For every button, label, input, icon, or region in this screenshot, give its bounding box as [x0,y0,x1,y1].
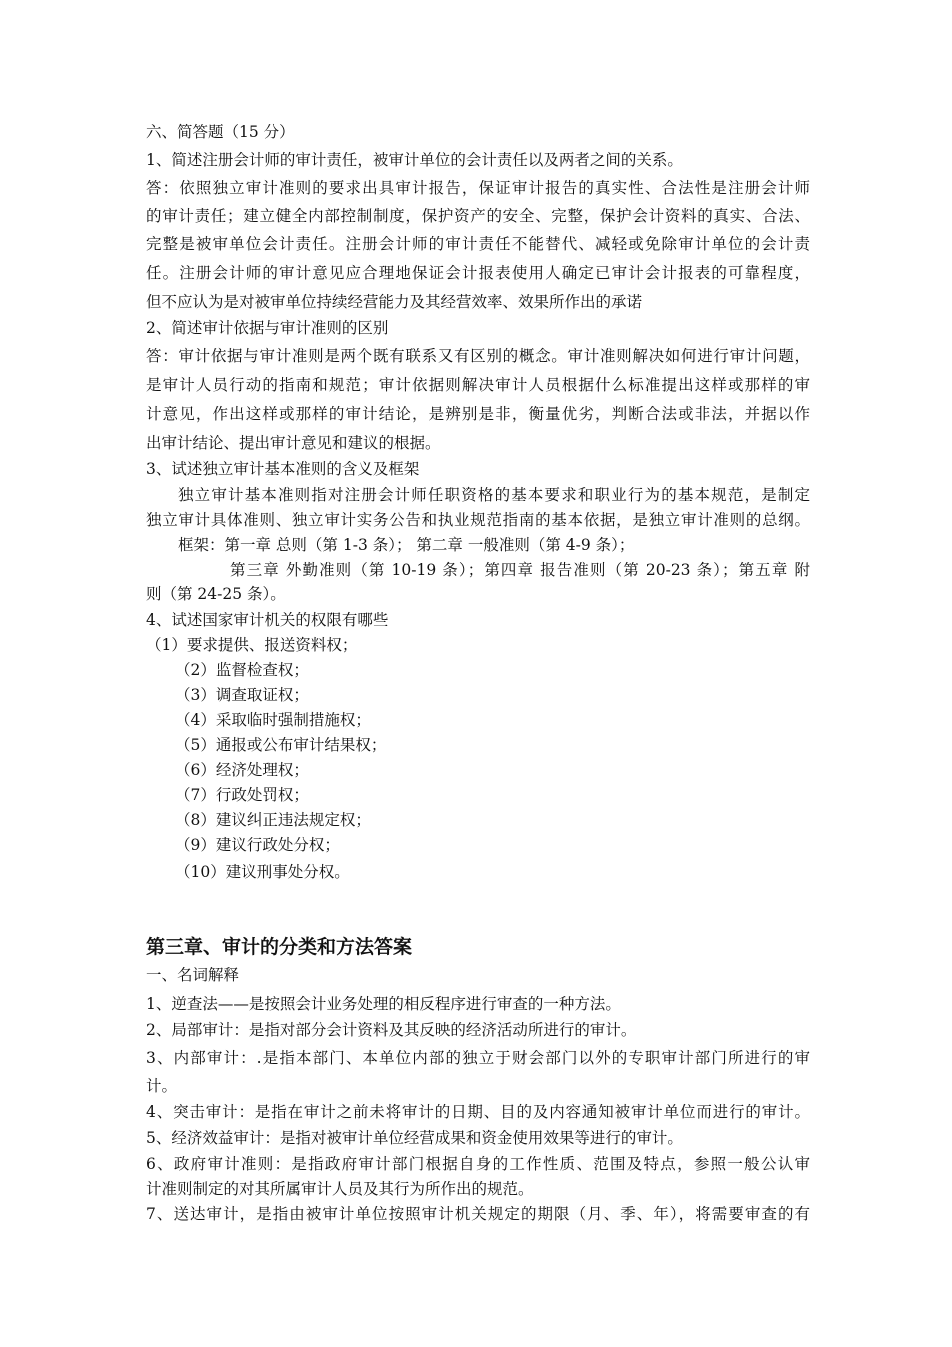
chapter-heading: 第三章、审计的分类和方法答案 [146,936,413,958]
framework-line: 第三章 外勤准则（第 10-19 条）；第四章 报告准则（第 20-23 条）；第五章 附 [230,561,810,579]
list-item: （1）要求提供、报送资料权； [146,636,358,654]
list-item: （10）建议刑事处分权。 [175,863,350,881]
list-item: （9）建议行政处分权； [175,836,340,854]
term-definition: 3、内部审计：.是指本部门、本单位内部的独立于财会部门以外的专职审计部门所进行的审 [146,1049,810,1067]
answer-line: 的审计责任；建立健全内部控制制度，保护资产的安全、完整，保护会计资料的真实、合法、 [146,207,810,225]
term-definition: 5、经济效益审计：是指对被审计单位经营成果和资金使用效果等进行的审计。 [146,1129,683,1147]
section-title: 六、简答题（15 分） [146,123,295,141]
answer-line: 出审计结论、提出审计意见和建议的根据。 [146,434,441,452]
list-item: （3）调查取证权； [175,686,309,704]
answer-line: 计意见，作出这样或那样的审计结论，是辨别是非，衡量优劣，判断合法或非法，并据以作 [146,405,810,423]
framework-line: 则（第 24-25 条）。 [146,585,286,603]
list-item: （2）监督检查权； [175,661,309,679]
question-1: 1、简述注册会计师的审计责任，被审计单位的会计责任以及两者之间的关系。 [146,151,683,169]
list-item: （8）建议纠正违法规定权； [175,811,371,829]
term-definition: 计。 [146,1077,178,1095]
answer-line: 完整是被审单位会计责任。注册会计师的审计责任不能替代、减轻或免除审计单位的会计责 [146,235,810,253]
answer-line: 任。注册会计师的审计意见应合理地保证会计报表使用人确定已审计会计报表的可靠程度， [146,264,810,282]
framework-line: 框架：第一章 总则（第 1-3 条）； 第二章 一般准则（第 4-9 条）； [178,536,635,554]
answer-line: 但不应认为是对被审单位持续经营能力及其经营效率、效果所作出的承诺 [146,293,643,311]
answer-line: 答：审计依据与审计准则是两个既有联系又有区别的概念。审计准则解决如何进行审计问题， [146,347,810,365]
subsection-title: 一、名词解释 [146,966,240,984]
question-3: 3、试述独立审计基本准则的含义及框架 [146,460,420,478]
term-definition: 4、突击审计：是指在审计之前未将审计的日期、目的及内容通知被审计单位而进行的审计。 [146,1103,810,1121]
answer-line: 独立审计基本准则指对注册会计师任职资格的基本要求和职业行为的基本规范，是制定 [178,486,810,504]
question-2: 2、简述审计依据与审计准则的区别 [146,319,389,337]
question-4: 4、试述国家审计机关的权限有哪些 [146,611,389,629]
answer-line: 答：依照独立审计准则的要求出具审计报告，保证审计报告的真实性、合法性是注册会计师 [146,179,810,197]
answer-line: 独立审计具体准则、独立审计实务公告和执业规范指南的基本依据，是独立审计准则的总纲。 [146,511,810,529]
term-definition: 1、逆查法——是按照会计业务处理的相反程序进行审查的一种方法。 [146,995,621,1013]
list-item: （7）行政处罚权； [175,786,309,804]
term-definition: 计准则制定的对其所属审计人员及其行为所作出的规范。 [146,1180,534,1198]
answer-line: 是审计人员行动的指南和规范；审计依据则解决审计人员根据什么标准提出这样或那样的审 [146,376,810,394]
term-definition: 6、政府审计准则：是指政府审计部门根据自身的工作性质、范围及特点，参照一般公认审 [146,1155,810,1173]
list-item: （4）采取临时强制措施权； [175,711,371,729]
list-item: （6）经济处理权； [175,761,309,779]
term-definition: 7、送达审计，是指由被审计单位按照审计机关规定的期限（月、季、年），将需要审查的有 [146,1205,810,1223]
list-item: （5）通报或公布审计结果权； [175,736,387,754]
term-definition: 2、局部审计：是指对部分会计资料及其反映的经济活动所进行的审计。 [146,1021,637,1039]
